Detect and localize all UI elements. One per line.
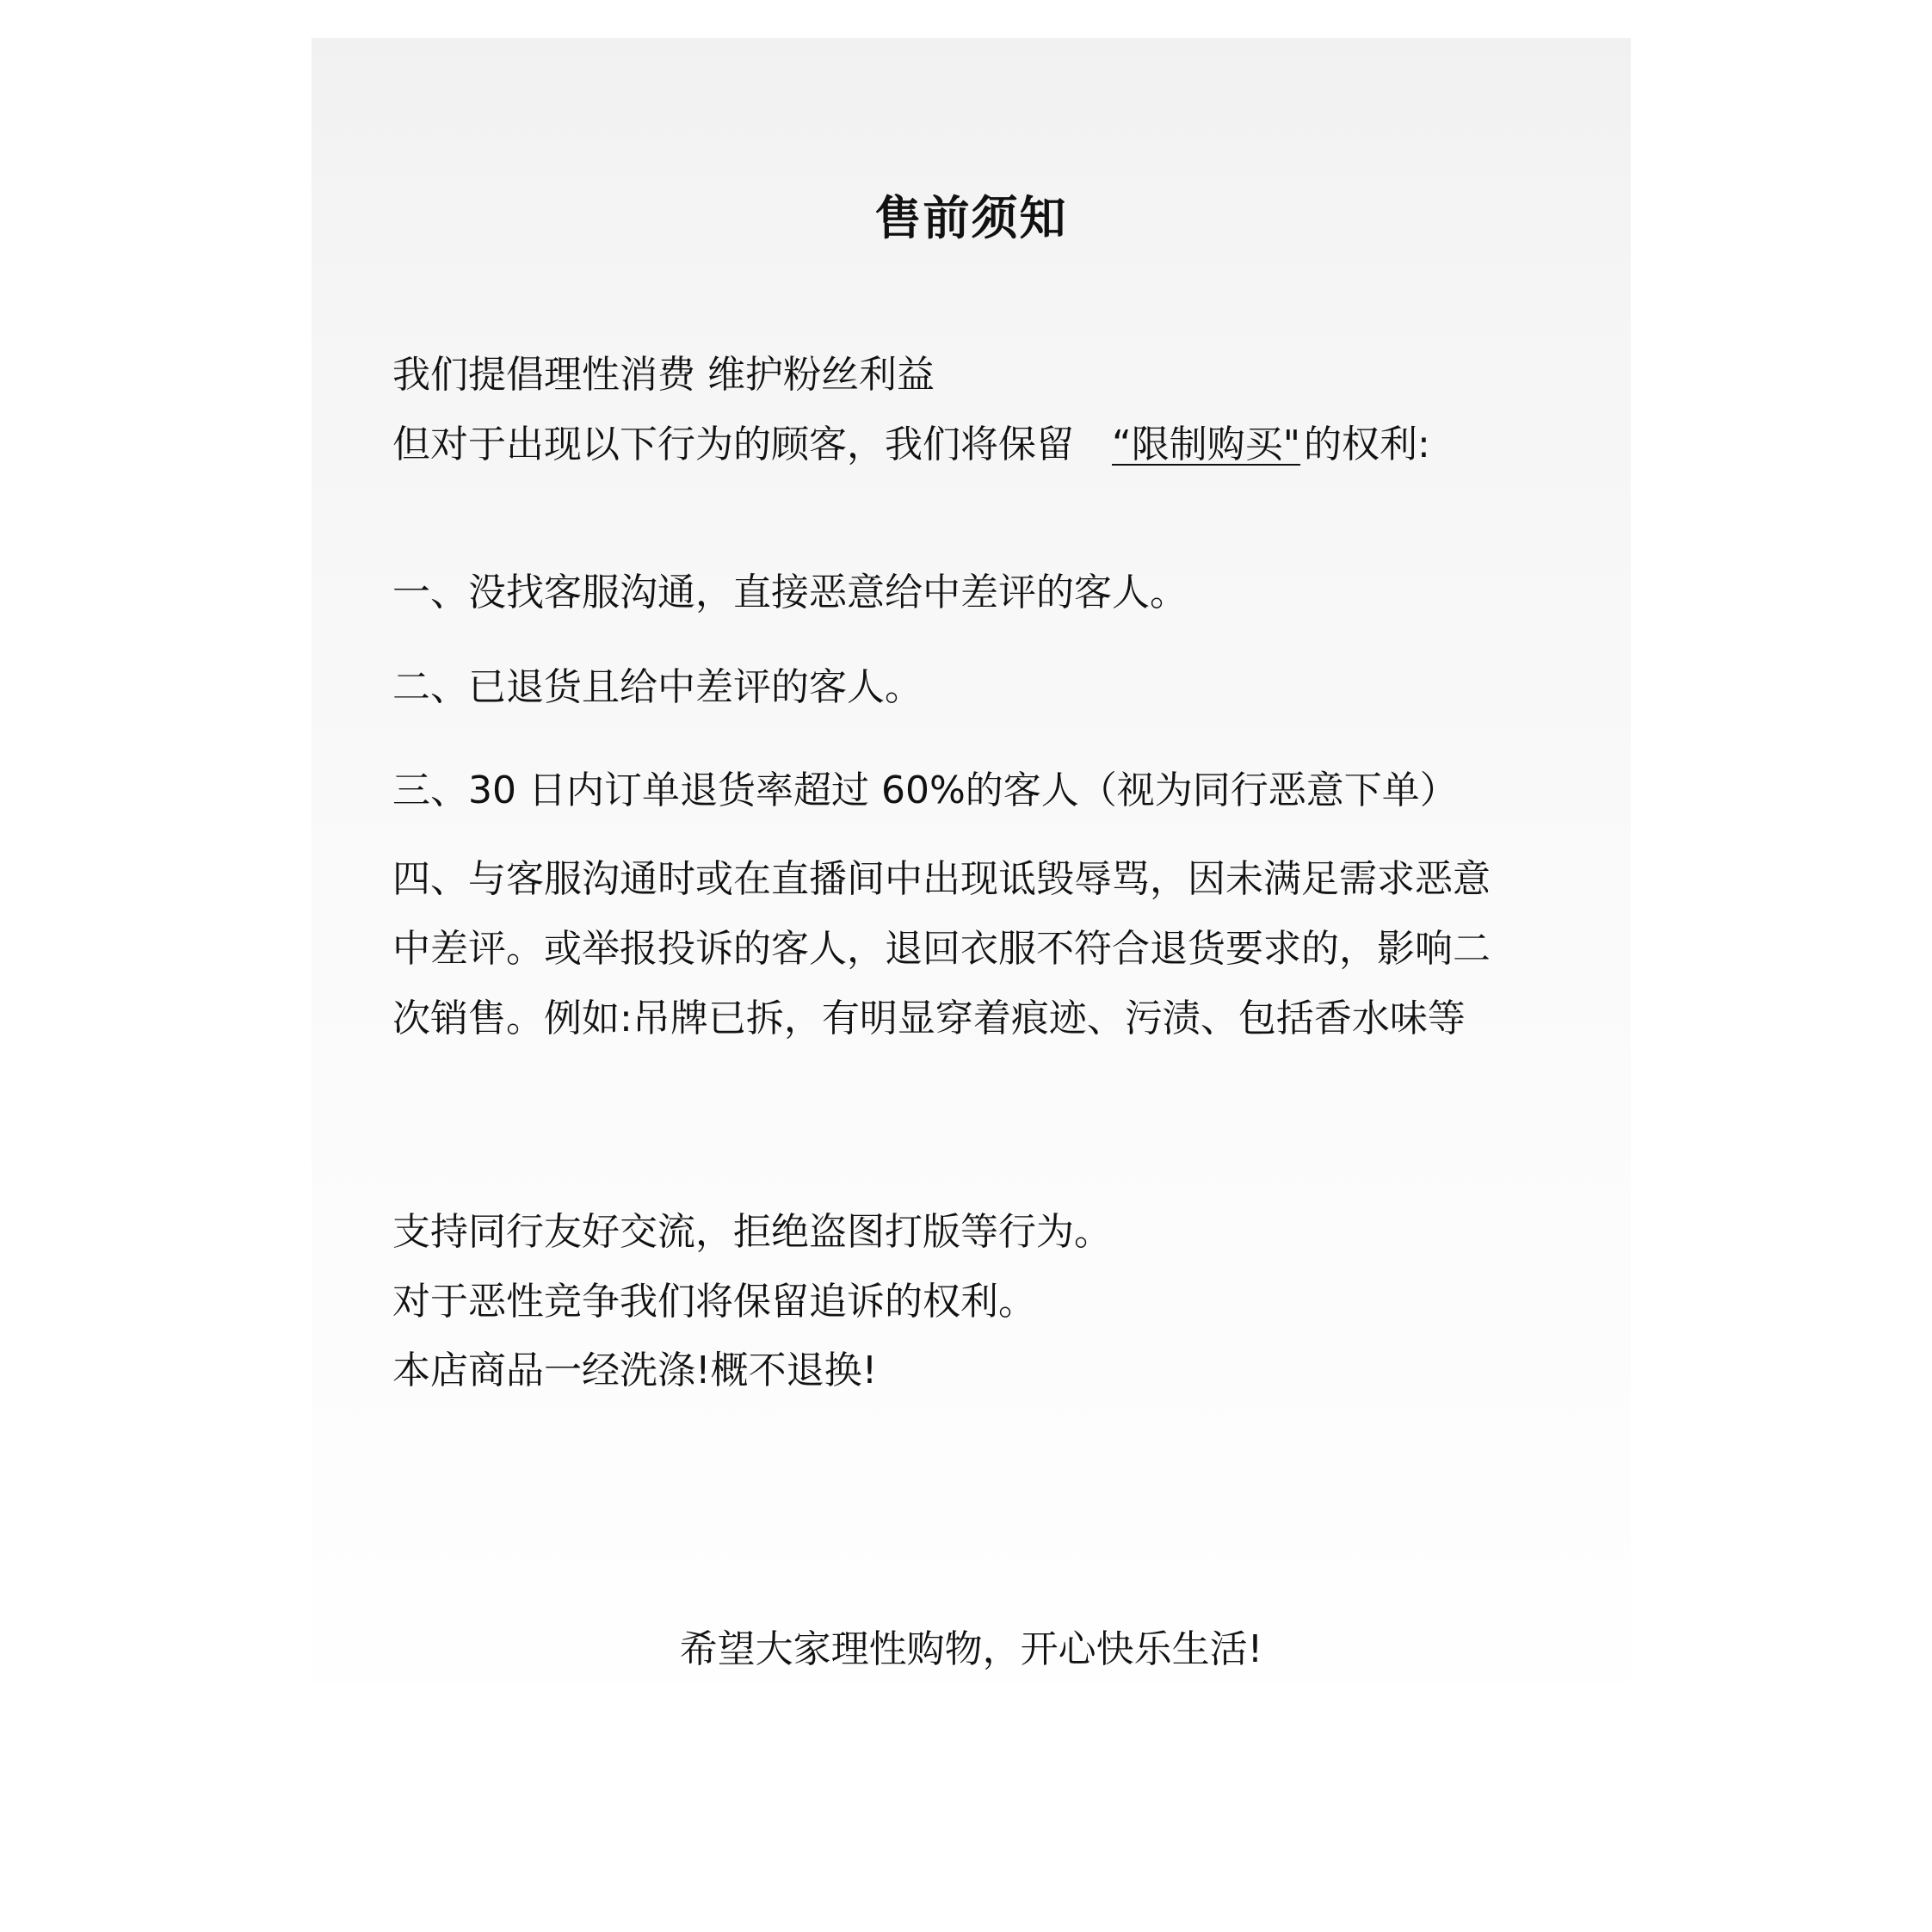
notice-title: 售前须知 [874, 191, 1068, 245]
intro-line-2-after: 的权利: [1304, 423, 1430, 466]
policy-line-1: 支持同行友好交流，拒绝盗图打版等行为。 [392, 1210, 1112, 1254]
rule-item-4-line-2: 中差评。或举报投诉的客人，退回衣服不符合退货要求的，影响二 [392, 927, 1491, 971]
rule-item-1: 一、没找客服沟通，直接恶意给中差评的客人。 [392, 571, 1188, 614]
policy-line-2: 对于恶性竞争我们将保留追诉的权利。 [392, 1280, 1036, 1324]
rule-item-4-line-1: 四、与客服沟通时或在直播间中出现诋毁辱骂，因未满足需求恶意 [392, 857, 1491, 901]
rule-item-3: 三、30 日内订单退货率超过 60%的客人（视为同行恶意下单） [392, 768, 1458, 812]
rule-item-4-line-3: 次销售。例如:吊牌已拆，有明显穿着痕迹、污渍、包括香水味等 [392, 997, 1466, 1040]
intro-line-1: 我们提倡理性消费 维护粉丝利益 [392, 353, 935, 397]
intro-line-2-before: 但对于出现以下行为的顾客，我们将保留 [392, 423, 1074, 466]
closing-message: 希望大家理性购物，开心快乐生活! [679, 1627, 1263, 1671]
intro-line-2 [392, 419, 1430, 471]
notice-card [312, 38, 1631, 1682]
restrict-purchase-highlight: “限制购买" [1112, 423, 1301, 466]
rule-item-2: 二、已退货且给中差评的客人。 [392, 665, 923, 709]
policy-line-3: 本店商品一经洗涤!概不退换! [392, 1349, 878, 1392]
